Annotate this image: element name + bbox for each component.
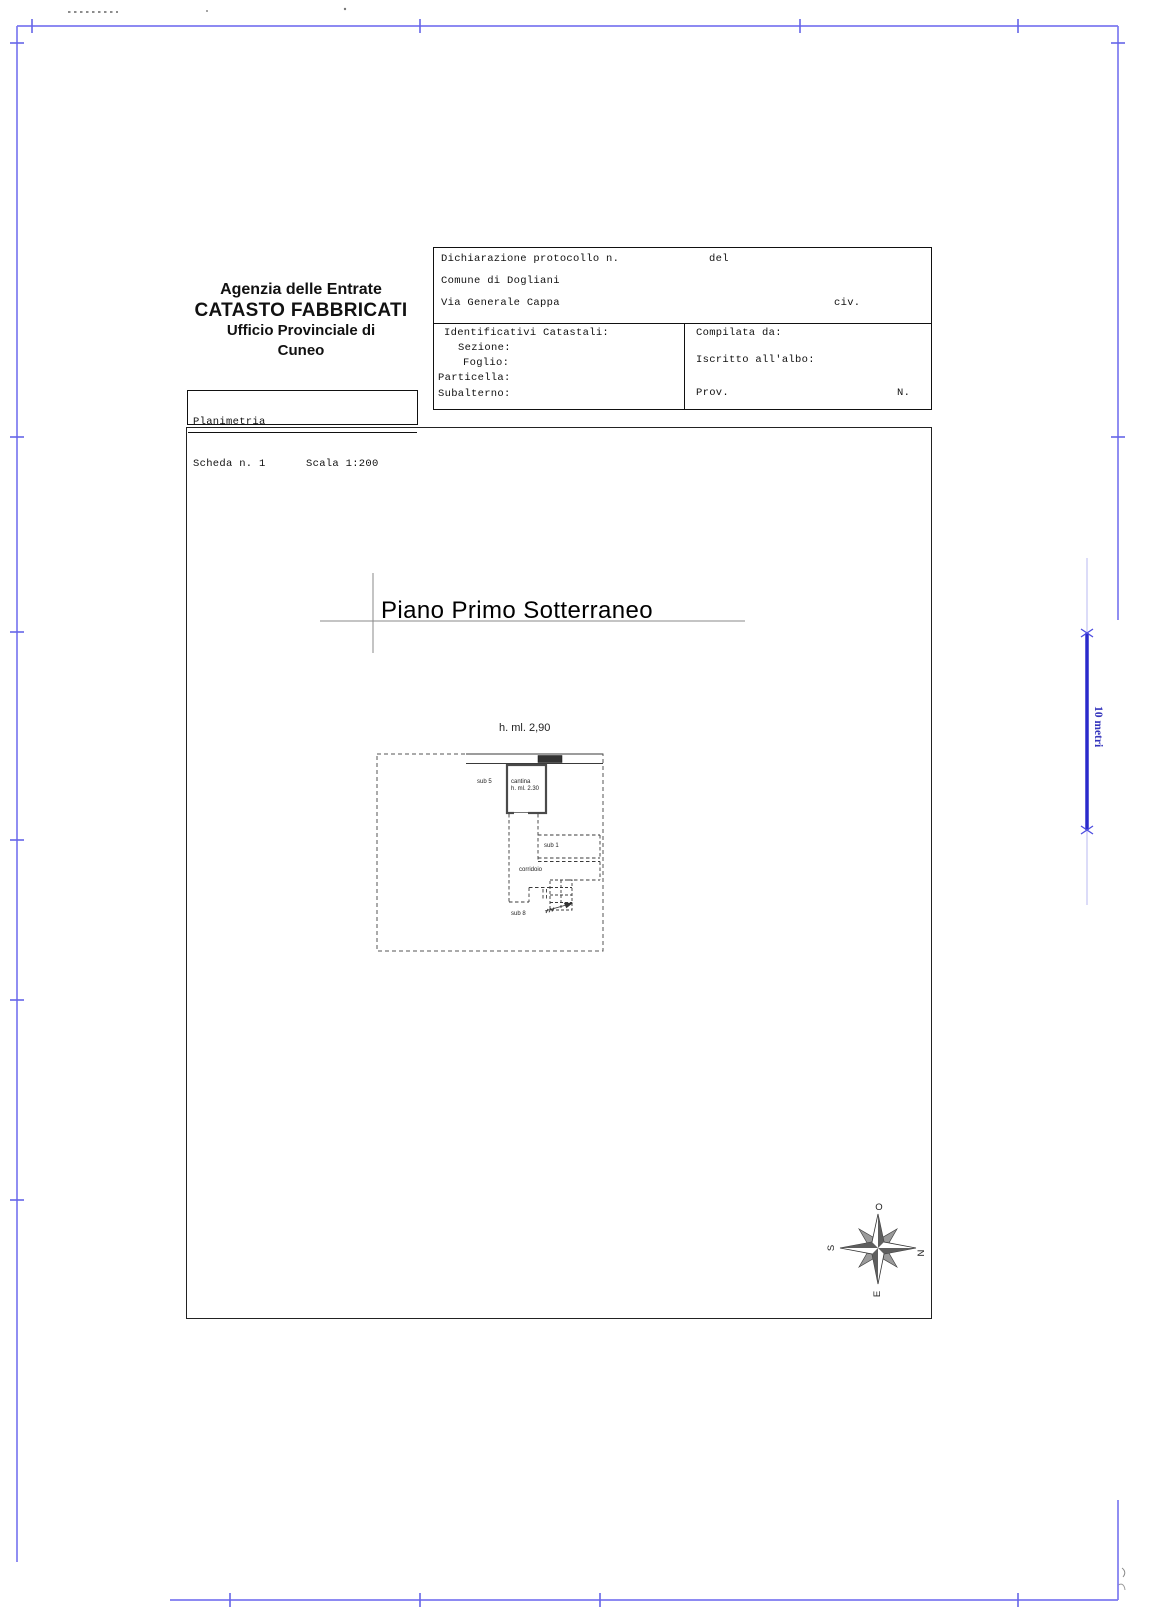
field-prov: Prov. — [696, 387, 730, 399]
compass-letter-bottom: E — [872, 1290, 883, 1298]
planimetria-title: Planimetria — [188, 415, 417, 433]
field-n: N. — [897, 387, 911, 399]
room-label-cantina-height: h. ml. 2.30 — [511, 786, 540, 792]
scale-bar-label: 10 metri — [1092, 706, 1104, 748]
room-label-cantina: cantina — [511, 779, 531, 785]
scale-bar-end-marks — [1081, 629, 1093, 834]
compass-letter-left: S — [826, 1244, 837, 1252]
field-identificativi: Identificativi Catastali: — [444, 327, 610, 339]
drawing-sheet-border — [186, 427, 932, 1319]
agency-line-3: Ufficio Provinciale di — [226, 322, 376, 339]
field-protocollo: Dichiarazione protocollo n. — [441, 253, 620, 265]
room-label-sub8: sub 8 — [511, 911, 526, 917]
field-foglio: Foglio: — [463, 357, 510, 369]
floor-title: Piano Primo Sotterraneo — [381, 597, 654, 624]
agency-line-4: Cuneo — [277, 342, 325, 359]
field-iscritto: Iscritto all'albo: — [696, 354, 815, 366]
field-civ: civ. — [834, 297, 861, 309]
field-sezione: Sezione: — [458, 342, 511, 354]
room-label-sub1: sub 1 — [544, 843, 559, 849]
compass-letter-top: O — [875, 1202, 883, 1213]
field-comune: Comune di Dogliani — [441, 275, 560, 287]
room-label-corridoio: corridoio — [519, 867, 543, 873]
field-del: del — [709, 253, 729, 265]
field-compilata: Compilata da: — [696, 327, 782, 339]
scheda-number: Scheda n. 1 — [193, 458, 266, 470]
declaration-divider-horizontal — [434, 323, 931, 324]
room-label-sub5: sub 5 — [477, 779, 492, 785]
field-indirizzo: Via Generale Cappa — [441, 297, 560, 309]
height-note: h. ml. 2,90 — [499, 722, 551, 734]
scale-bar — [1081, 558, 1104, 905]
field-particella: Particella: — [438, 372, 511, 384]
field-subalterno: Subalterno: — [438, 388, 511, 400]
declaration-box — [433, 247, 932, 410]
declaration-divider-vertical — [684, 323, 685, 409]
planimetria-box — [187, 390, 418, 470]
agency-line-1: Agenzia delle Entrate — [220, 281, 382, 298]
compass-letter-right: N — [916, 1249, 927, 1257]
scale-value: Scala 1:200 — [306, 458, 379, 470]
agency-line-2: CATASTO FABBRICATI — [194, 300, 408, 321]
agency-header — [185, 280, 417, 361]
